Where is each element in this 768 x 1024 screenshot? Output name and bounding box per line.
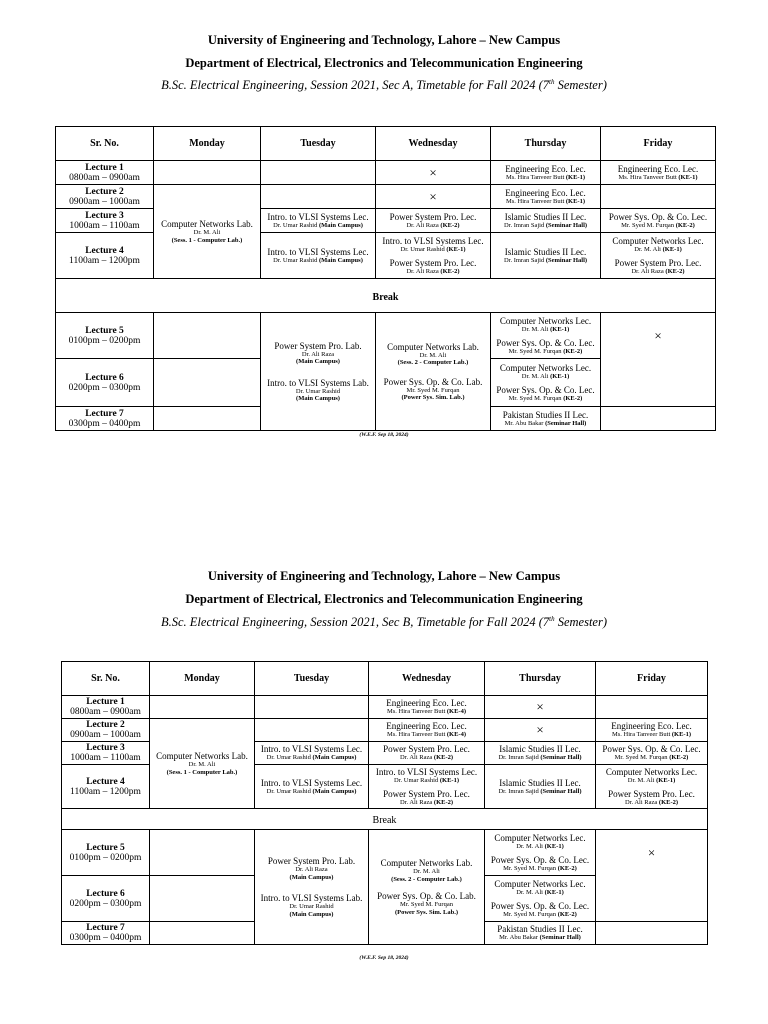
class-name: Pakistan Studies II Lec. [502, 409, 589, 420]
header-monday: Monday [150, 662, 255, 696]
class-cell [261, 209, 376, 233]
header-friday: Friday [601, 127, 716, 161]
cross-icon: × [536, 722, 544, 737]
class-instructor: Mr. Syed M. Furqan (KE-2) [621, 221, 695, 229]
class-instructor: Dr. Ali Raza [295, 866, 328, 873]
class-name: Intro. to VLSI Systems Lab. [260, 893, 363, 903]
table-row [62, 830, 708, 876]
class-cell [150, 719, 255, 809]
class-instructor: Dr. Ali Raza (KE-2) [624, 798, 679, 806]
lecture-cell [56, 161, 154, 185]
subtitle-superscript: th [549, 615, 555, 623]
class-room: (Sess. 2 - Computer Lab.) [397, 359, 469, 366]
class-room: (Sess. 2 - Computer Lab.) [391, 875, 462, 883]
class-name: Islamic Studies II Lec. [499, 744, 581, 755]
lecture-cell [62, 922, 150, 945]
lecture-label: Lecture 4 [86, 776, 125, 787]
lecture-label: Lecture 6 [85, 372, 124, 383]
class-name: Engineering Eco. Lec. [386, 698, 467, 709]
class-name: Intro. to VLSI Systems Lec. [267, 211, 369, 222]
class-name: Power System Pro. Lec. [614, 257, 702, 268]
class-instructor: Dr. Imran Sajid (Seminar Hall) [498, 754, 582, 762]
class-cell [596, 719, 708, 742]
class-cell [255, 742, 369, 765]
lecture-cell [56, 313, 154, 359]
cross-icon: × [647, 845, 656, 860]
class-instructor: Dr. Umar Rashid (Main Campus) [266, 787, 357, 795]
class-cell [369, 742, 485, 765]
class-name: Engineering Eco. Lec. [386, 721, 467, 732]
break-row [62, 809, 708, 830]
class-instructor: Mr. Syed M. Furqan (KE-2) [614, 754, 689, 762]
class-instructor: Ms. Hira Tanveer Butt (KE-4) [386, 708, 467, 716]
header-sr-no: Sr. No. [56, 127, 154, 161]
lecture-cell [56, 359, 154, 407]
class-room: (Sess. 1 - Computer Lab.) [166, 768, 238, 776]
class-name: Engineering Eco. Lec. [617, 163, 699, 174]
class-name: Computer Networks Lab. [387, 341, 479, 352]
class-instructor: Dr. Umar Rashid [295, 387, 341, 395]
lecture-time: 0300pm – 0400pm [69, 933, 142, 943]
class-room: (Sess. 1 - Computer Lab.) [171, 236, 243, 244]
class-cell [491, 233, 601, 279]
class-name: Intro. to VLSI Systems Lec. [382, 236, 484, 246]
class-room: (Power Sys. Sim. Lab.) [394, 908, 459, 916]
class-name: Computer Networks Lec. [605, 767, 698, 777]
class-name: Computer Networks Lec. [499, 316, 592, 326]
class-instructor: Dr. Umar Rashid (KE-1) [394, 777, 459, 784]
class-instructor: Mr. Syed M. Furqan [400, 901, 453, 908]
class-instructor: Dr. M. Ali (KE-1) [521, 326, 570, 333]
empty-cell [255, 719, 369, 742]
header-friday: Friday [596, 662, 708, 696]
cross-icon: × [429, 164, 437, 180]
class-name: Power System Pro. Lab. [274, 340, 362, 351]
class-name: Power System Pro. Lec. [608, 788, 695, 799]
lecture-label: Lecture 4 [85, 245, 124, 256]
class-cell [485, 922, 596, 945]
lecture-cell [62, 719, 150, 742]
class-instructor: Dr. Ali Raza (KE-2) [631, 267, 685, 275]
class-room: (Main Campus) [296, 395, 340, 402]
sheet-a-heading-university: University of Engineering and Technology, Lahore – New Campus [207, 33, 561, 47]
class-cell [491, 407, 601, 431]
lecture-cell [56, 209, 154, 233]
class-cell [485, 876, 596, 922]
class-cell [376, 209, 491, 233]
empty-cell [601, 407, 716, 431]
class-instructor: Ms. Hira Tanveer Butt (KE-1) [505, 173, 586, 181]
empty-cell [596, 696, 708, 719]
lecture-label: Lecture 5 [85, 325, 124, 336]
cross-icon: × [654, 328, 662, 343]
class-name: Computer Networks Lab. [161, 219, 253, 229]
table-row [56, 185, 716, 209]
empty-cell [150, 696, 255, 719]
class-instructor: Mr. Abu Bakar (Seminar Hall) [499, 934, 581, 942]
header-wednesday: Wednesday [376, 127, 491, 161]
class-cell [376, 233, 491, 279]
class-instructor: Ms. Hira Tanveer Butt (KE-1) [611, 731, 692, 739]
lecture-label: Lecture 7 [86, 923, 125, 933]
header-thursday: Thursday [491, 127, 601, 161]
class-name: Computer Networks Lab. [380, 858, 473, 868]
sheet-b-effective-date: (W.E.F. Sep 18, 2024) [359, 955, 409, 961]
lecture-cell [62, 742, 150, 765]
class-name: Computer Networks Lec. [494, 879, 586, 889]
lecture-cell [62, 696, 150, 719]
lecture-time: 0900am – 1000am [69, 196, 140, 207]
subtitle-text: B.Sc. Electrical Engineering, Session 2021, Sec B, Timetable for Fall 2024 (7 [160, 615, 550, 630]
class-cell [601, 209, 716, 233]
lecture-time: 0800am – 0900am [69, 172, 140, 183]
class-name: Pakistan Studies II Lec. [497, 924, 583, 935]
class-instructor: Dr. Ali Raza (KE-2) [406, 221, 460, 229]
subtitle-text: B.Sc. Electrical Engineering, Session 2021, Sec A, Timetable for Fall 2024 (7 [161, 78, 550, 93]
class-cell [369, 830, 485, 945]
lecture-label: Lecture 3 [85, 210, 124, 221]
class-instructor: Mr. Syed M. Furqan (KE-2) [508, 394, 583, 402]
class-name: Computer Networks Lec. [494, 833, 586, 843]
cross-cell [376, 185, 491, 209]
empty-cell [154, 161, 261, 185]
class-instructor: Dr. Umar Rashid (KE-1) [400, 246, 466, 253]
class-name: Power System Pro. Lab. [267, 856, 356, 866]
class-name: Power System Pro. Lec. [389, 211, 477, 222]
subtitle-text-end: Semester) [554, 615, 607, 630]
class-instructor: Dr. M. Ali (KE-1) [521, 373, 570, 380]
empty-cell [601, 185, 716, 209]
cross-icon: × [536, 699, 544, 714]
empty-cell [154, 313, 261, 359]
class-instructor: Dr. Ali Raza [301, 350, 335, 358]
sheet-b-subtitle [0, 615, 768, 630]
header-wednesday: Wednesday [369, 662, 485, 696]
subtitle-text-end: Semester) [554, 78, 607, 93]
class-instructor: Dr. M. Ali (KE-1) [627, 777, 676, 784]
class-instructor: Dr. M. Ali [419, 351, 447, 359]
class-name: Power Sys. Op. & Co. Lec. [490, 900, 590, 911]
class-cell [491, 359, 601, 407]
lecture-time: 0200pm – 0300pm [68, 382, 141, 393]
class-instructor: Dr. Imran Sajid (Seminar Hall) [503, 221, 588, 229]
class-cell [376, 313, 491, 431]
class-name: Computer Networks Lec. [612, 236, 704, 246]
cross-cell [601, 313, 716, 407]
class-cell [601, 233, 716, 279]
cross-cell [485, 696, 596, 719]
class-cell [255, 830, 369, 945]
class-cell [261, 313, 376, 431]
class-instructor: Mr. Syed M. Furqan (KE-2) [503, 864, 577, 872]
lecture-time: 0100pm – 0200pm [69, 852, 142, 863]
class-name: Intro. to VLSI Systems Lec. [267, 246, 369, 257]
class-cell [154, 185, 261, 279]
class-name: Intro. to VLSI Systems Lab. [267, 377, 369, 388]
empty-cell [261, 185, 376, 209]
sheet-b-heading-university: University of Engineering and Technology, Lahore – New Campus [207, 569, 561, 583]
cross-cell [596, 830, 708, 922]
class-instructor: Dr. Ali Raza (KE-2) [406, 267, 460, 275]
lecture-time: 1100am – 1200pm [70, 786, 141, 797]
table-row [62, 719, 708, 742]
lecture-label: Lecture 3 [86, 743, 125, 753]
lecture-cell [56, 185, 154, 209]
sheet-a-timetable [55, 126, 716, 431]
class-instructor: Dr. Ali Raza (KE-2) [399, 754, 454, 762]
subtitle-superscript: th [549, 78, 555, 86]
lecture-cell [62, 765, 150, 809]
class-cell [491, 185, 601, 209]
class-cell [369, 696, 485, 719]
lecture-cell [56, 407, 154, 431]
class-cell [596, 765, 708, 809]
class-cell [369, 765, 485, 809]
class-instructor: Dr. Umar Rashid (Main Campus) [266, 754, 357, 762]
header-row [56, 127, 716, 161]
sheet-a-effective-date: (W.E.F. Sep 18, 2024) [359, 432, 409, 438]
empty-cell [150, 830, 255, 876]
class-instructor: Ms. Hira Tanveer Butt (KE-1) [618, 173, 698, 181]
class-instructor: Mr. Abu Bakar (Seminar Hall) [504, 419, 587, 427]
lecture-time: 0900am – 1000am [70, 730, 141, 740]
header-thursday: Thursday [485, 662, 596, 696]
break-cell [62, 809, 708, 830]
lecture-label: Lecture 2 [86, 720, 125, 730]
class-instructor: Dr. M. Ali [413, 868, 440, 875]
class-instructor: Dr. M. Ali [188, 761, 216, 768]
class-instructor: Ms. Hira Tanveer Butt (KE-4) [386, 731, 467, 739]
class-cell [485, 830, 596, 876]
class-name: Power Sys. Op. & Co. Lec. [490, 854, 590, 865]
class-instructor: Mr. Syed M. Furqan (KE-2) [508, 347, 583, 355]
class-room: (Main Campus) [296, 358, 340, 365]
class-name: Power Sys. Op. & Co. Lec. [496, 337, 595, 348]
lecture-cell [62, 830, 150, 876]
class-name: Computer Networks Lec. [499, 363, 592, 373]
class-name: Islamic Studies II Lec. [504, 211, 587, 222]
class-room: (Main Campus) [289, 910, 334, 918]
class-instructor: Dr. Ali Raza (KE-2) [399, 798, 454, 806]
class-cell [491, 313, 601, 359]
class-name: Engineering Eco. Lec. [505, 187, 586, 198]
lecture-time: 0300pm – 0400pm [68, 418, 141, 429]
lecture-label: Lecture 7 [85, 408, 124, 419]
class-cell [255, 765, 369, 809]
break-row [56, 279, 716, 313]
lecture-label: Lecture 6 [86, 888, 125, 899]
lecture-time: 1000am – 1100am [69, 220, 140, 231]
break-label: Break [372, 815, 397, 826]
class-cell [485, 765, 596, 809]
class-room: (Power Sys. Sim. Lab.) [401, 394, 465, 401]
header-monday: Monday [154, 127, 261, 161]
class-cell [485, 742, 596, 765]
table-row [62, 696, 708, 719]
lecture-label: Lecture 2 [85, 186, 124, 197]
class-name: Islamic Studies II Lec. [499, 777, 581, 788]
empty-cell [261, 161, 376, 185]
sheet-a-subtitle [0, 78, 768, 93]
class-cell [369, 719, 485, 742]
break-cell [56, 279, 716, 313]
class-name: Power System Pro. Lec. [389, 257, 477, 268]
class-instructor: Dr. M. Ali (KE-1) [634, 246, 682, 253]
lecture-time: 1000am – 1100am [70, 753, 141, 763]
class-instructor: Dr. Imran Sajid (Seminar Hall) [503, 256, 588, 264]
header-tuesday: Tuesday [255, 662, 369, 696]
lecture-time: 0200pm – 0300pm [69, 898, 142, 909]
lecture-cell [56, 233, 154, 279]
header-tuesday: Tuesday [261, 127, 376, 161]
class-instructor: Dr. Umar Rashid [289, 903, 334, 910]
class-name: Power System Pro. Lec. [383, 788, 470, 799]
class-instructor: Dr. M. Ali [193, 229, 221, 236]
class-name: Intro. to VLSI Systems Lec. [260, 777, 363, 788]
empty-cell [150, 876, 255, 922]
class-instructor: Dr. Umar Rashid (Main Campus) [273, 256, 363, 264]
class-name: Power System Pro. Lec. [383, 744, 470, 755]
class-name: Power Sys. Op. & Co. Lab. [383, 376, 483, 387]
class-cell [261, 233, 376, 279]
class-cell [491, 161, 601, 185]
lecture-time: 0100pm – 0200pm [68, 335, 141, 346]
cross-cell [485, 719, 596, 742]
sheet-b-heading-department: Department of Electrical, Electronics and Telecommunication Engineering [185, 592, 583, 606]
class-name: Power Sys. Op. & Co. Lec. [602, 744, 701, 755]
class-cell [491, 209, 601, 233]
empty-cell [255, 696, 369, 719]
class-name: Power Sys. Op. & Co. Lec. [608, 211, 708, 222]
header-row [62, 662, 708, 696]
cross-cell [376, 161, 491, 185]
lecture-time: 0800am – 0900am [70, 707, 141, 717]
sheet-a-heading-department: Department of Electrical, Electronics and Telecommunication Engineering [185, 56, 583, 70]
empty-cell [150, 922, 255, 945]
empty-cell [154, 359, 261, 407]
lecture-time: 1100am – 1200pm [69, 255, 140, 266]
sheet-b-timetable [61, 661, 708, 945]
class-name: Power Sys. Op. & Co. Lab. [377, 891, 476, 901]
lecture-label: Lecture 1 [86, 697, 125, 707]
lecture-label: Lecture 5 [86, 842, 125, 853]
class-name: Power Sys. Op. & Co. Lec. [496, 384, 595, 395]
empty-cell [154, 407, 261, 431]
class-cell [601, 161, 716, 185]
lecture-label: Lecture 1 [85, 162, 124, 173]
class-instructor: Dr. Umar Rashid (Main Campus) [273, 221, 363, 229]
header-sr-no: Sr. No. [62, 662, 150, 696]
class-instructor: Ms. Hira Tanveer Butt (KE-1) [505, 197, 586, 205]
lecture-cell [62, 876, 150, 922]
class-name: Engineering Eco. Lec. [505, 163, 586, 174]
class-name: Intro. to VLSI Systems Lec. [375, 767, 478, 777]
class-room: (Main Campus) [289, 873, 334, 881]
class-instructor: Dr. M. Ali (KE-1) [516, 843, 564, 850]
break-label: Break [372, 291, 399, 303]
class-cell [596, 742, 708, 765]
empty-cell [596, 922, 708, 945]
class-name: Computer Networks Lab. [156, 751, 248, 761]
class-name: Intro. to VLSI Systems Lec. [260, 744, 363, 755]
class-instructor: Dr. M. Ali (KE-1) [516, 889, 564, 896]
table-row [56, 313, 716, 359]
class-instructor: Mr. Syed M. Furqan (KE-2) [503, 910, 577, 918]
class-name: Islamic Studies II Lec. [504, 246, 587, 257]
table-row [56, 161, 716, 185]
class-instructor: Dr. Imran Sajid (Seminar Hall) [498, 787, 582, 795]
class-instructor: Mr. Syed M. Furqan [406, 386, 460, 394]
cross-icon: × [429, 188, 437, 204]
class-name: Engineering Eco. Lec. [611, 721, 692, 732]
